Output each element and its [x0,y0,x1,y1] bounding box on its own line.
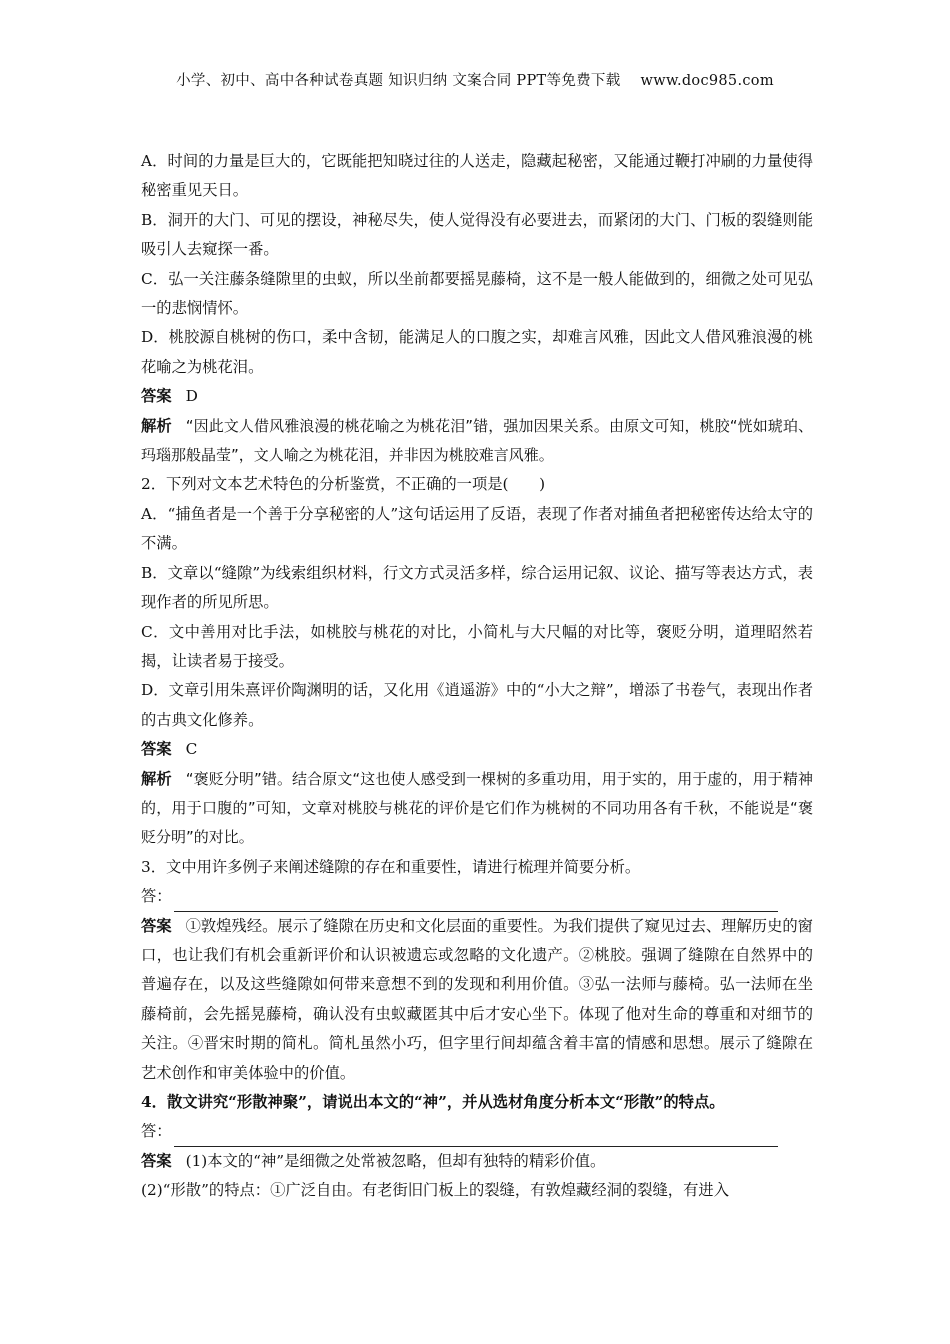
q3-answer-blank[interactable] [174,893,778,912]
q3-answer-prompt: 答： [141,887,172,906]
q4-answer-2: (2)“形散”的特点：①广泛自由。有老街旧门板上的裂缝，有敦煌藏经洞的裂缝，有进入 [141,1181,729,1200]
q1-option-c: C．弘一关注藤条缝隙里的虫蚁，所以坐前都要摇晃藤椅，这不是一般人能做到的，细微之处可见弘一的悲悯情怀。 [141,269,813,318]
header-text: 小学、初中、高中各种试卷真题 知识归纳 文案合同 PPT等免费下载 [176,73,621,89]
q4-answer-1-text: (1)本文的“神”是细微之处常被忽略，但却有独特的精彩价值。 [185,1151,606,1170]
page-header [0,69,950,90]
q4-answer-label: 答案 [141,1151,172,1170]
q4-answer-1 [141,1147,813,1176]
q2-option-d: D．文章引用朱熹评价陶渊明的话，又化用《逍遥游》中的“小大之辩”，增添了书卷气，表现出作者的古典文化修养。 [141,681,813,729]
q1-option-a: A．时间的力量是巨大的，它既能把知晓过往的人送走，隐藏起秘密，又能通过鞭打冲刷的力量使得秘密重见天日。 [141,152,813,200]
q4-answer-blank[interactable] [174,1128,778,1147]
q1-answer-label: 答案 [141,387,172,406]
q3-answer [141,912,813,1088]
q3-answer-line [141,882,813,911]
q2-analysis-label: 解析 [141,769,172,788]
q4-answer-prompt: 答： [141,1122,172,1141]
q2-answer-value: C [185,740,198,759]
q2-analysis [141,765,813,853]
q2-option-a: A．“捕鱼者是一个善于分享秘密的人”这句话运用了反语，表现了作者对捕鱼者把秘密传达给太守的不满。 [141,504,813,553]
q2-option-c: C．文中善用对比手法，如桃胶与桃花的对比，小简札与大尺幅的对比等，褒贬分明，道理昭然若揭，让读者易于接受。 [141,622,813,670]
q4-answer-line [141,1117,813,1146]
q1-option-b: B．洞开的大门、可见的摆设，神秘尽失，使人觉得没有必要进去，而紧闭的大门、门板的裂缝则能吸引人去窥探一番。 [141,210,813,259]
q1-answer [141,382,813,411]
header-url[interactable]: www.doc985.com [640,73,774,89]
q2-stem: 2．下列对文本艺术特色的分析鉴赏，不正确的一项是( ) [141,475,546,494]
q4-stem: 4．散文讲究“形散神聚”，请说出本文的“神”，并从选材角度分析本文“形散”的特点。 [141,1093,725,1111]
q1-analysis-text: “因此文人借风雅浪漫的桃花喻之为桃花泪”错，强加因果关系。由原文可知，桃胶“恍如琥珀、玛瑙那般晶莹”，文人喻之为桃花泪，并非因为桃胶难言风雅。 [141,416,813,465]
q3-answer-text: ①敦煌残经。展示了缝隙在历史和文化层面的重要性。为我们提供了窥见过去、理解历史的窗口，也让我们有机会重新评价和认识被遗忘或忽略的文化遗产。②桃胶。强调了缝隙在自然界中的普遍存在，以及这些缝隙如何带来意想不到的发现和利用价值。③弘一法师与藤椅。弘一法师在坐藤椅前，会先摇晃藤椅，确认没有虫蚁藏匿其中后才安心坐下。体现了他对生命的尊重和对细节的关注。④晋宋时期的简札。简札虽然小巧，但字里行间却蕴含着丰富的情感和思想。展示了缝隙在艺术创作和审美体验中的价值。 [141,916,813,1082]
document-body [141,147,813,1206]
q1-analysis [141,412,813,471]
q1-analysis-label: 解析 [141,416,172,435]
q1-answer-value: D [185,387,198,406]
q3-stem: 3．文中用许多例子来阐述缝隙的存在和重要性，请进行梳理并简要分析。 [141,857,641,876]
q2-answer [141,735,813,764]
q2-option-b: B．文章以“缝隙”为线索组织材料，行文方式灵活多样，综合运用记叙、议论、描写等表达方式，表现作者的所见所思。 [141,563,813,612]
q2-analysis-text: “褒贬分明”错。结合原文“这也使人感受到一棵树的多重功用，用于实的，用于虚的，用于精神的，用于口腹的”可知，文章对桃胶与桃花的评价是它们作为桃树的不同功用各有千秋，不能说是“褒贬分明”的对比。 [141,769,813,847]
q1-option-d: D．桃胶源自桃树的伤口，柔中含韧，能满足人的口腹之实，却难言风雅，因此文人借风雅浪漫的桃花喻之为桃花泪。 [141,328,813,376]
q3-answer-label: 答案 [141,916,172,935]
q2-answer-label: 答案 [141,740,172,759]
